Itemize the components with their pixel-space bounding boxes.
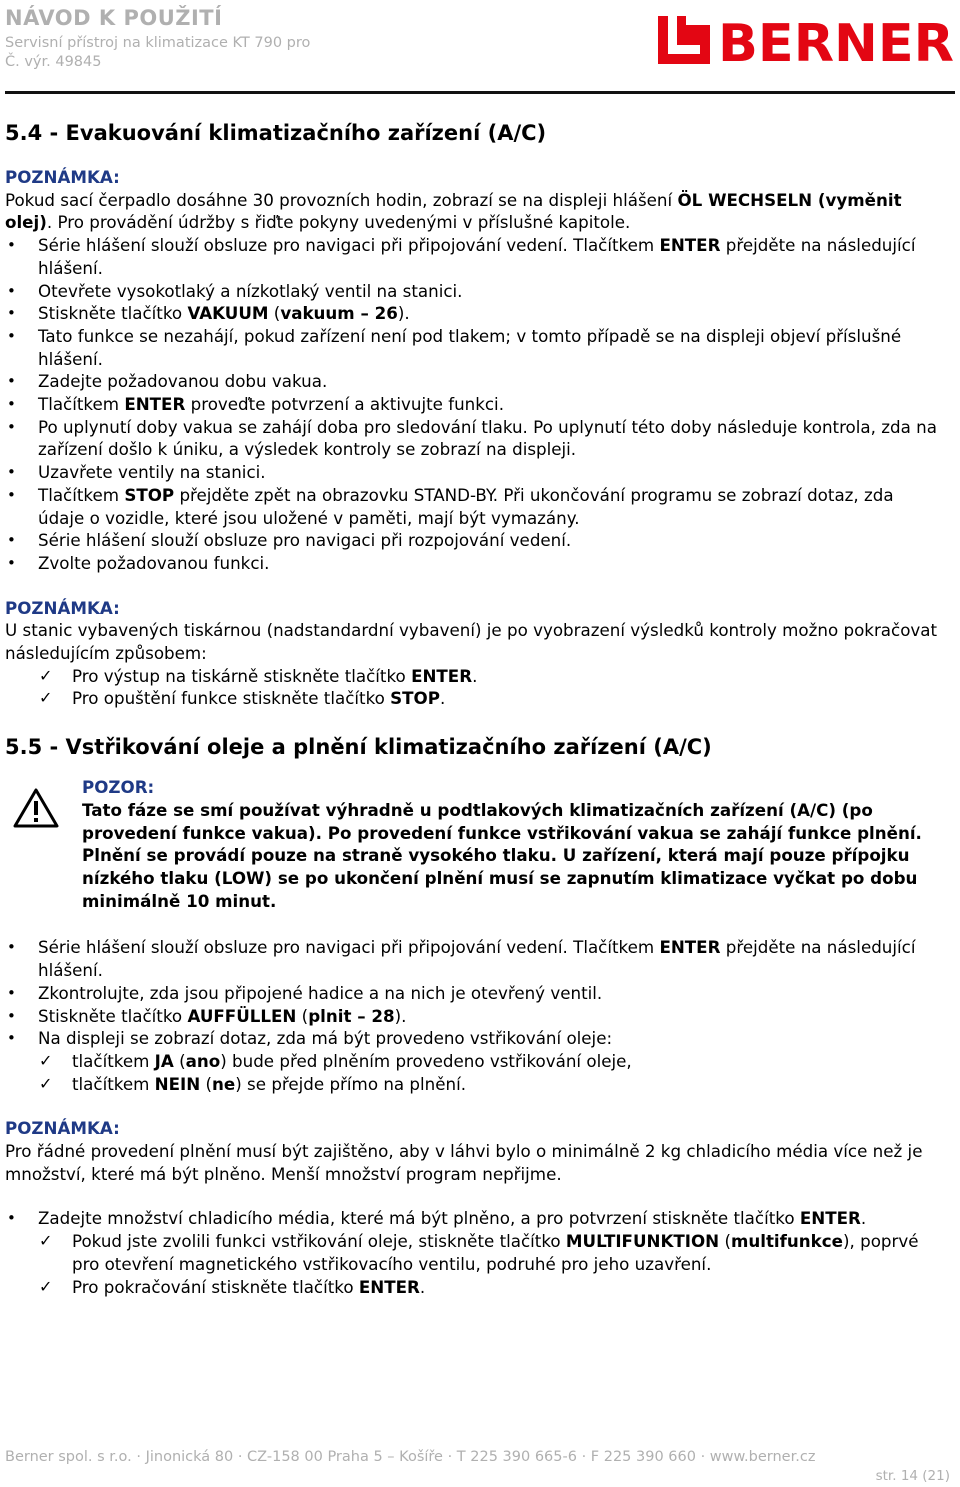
note-label: POZNÁMKA:	[5, 1118, 120, 1139]
list-item: • Tato funkce se nezahájí, pokud zařízení není pod tlakem; v tomto případě se na displeji objeví příslušné hlášení.	[5, 325, 940, 370]
warning-box	[5, 776, 940, 912]
filling-steps	[5, 936, 940, 1050]
logo-wordmark: BERNER	[718, 14, 954, 66]
berner-logo	[658, 14, 956, 66]
list-item: • Stiskněte tlačítko VAKUUM (vakuum – 26).	[5, 302, 940, 325]
warning-text: Plnění se provádí pouze na straně vysokého tlaku. U zařízení, která mají pouze přípojku nízkého tlaku (LOW) se po ukončení plnění musí se zapnutím klimatizace vyčkat po dobu minimálně 10 minut.	[82, 845, 918, 911]
list-item: • Stiskněte tlačítko AUFFÜLLEN (plnit – 28).	[5, 1005, 940, 1028]
page-number: str. 14 (21)	[875, 1468, 950, 1484]
note-label: POZNÁMKA:	[5, 167, 120, 187]
list-item: ✓ tlačítkem NEIN (ne) se přejde přímo na plnění.	[39, 1073, 467, 1094]
warning-triangle-icon	[13, 788, 59, 828]
list-item: • Zadejte množství chladicího média, které má být plněno, a pro potvrzení stiskněte tlačítko ENTER.	[5, 1207, 940, 1230]
section-5-4-heading: 5.4 - Evakuování klimatizačního zařízení (A/C)	[5, 121, 547, 145]
list-item: ✓ Pro pokračování stiskněte tlačítko ENTER.	[39, 1276, 426, 1297]
warning-text: Tato fáze se smí používat výhradně u podtlakových klimatizačních zařízení (A/C) (po provedení funkce vakua). Po provedení funkce vstřikování vakua se zahájí funkce plnění.	[82, 799, 922, 843]
oil-injection-options	[5, 1050, 940, 1095]
checkmark-icon: ✓	[39, 1276, 53, 1296]
list-item: • Série hlášení slouží obsluze pro navigaci při rozpojování vedení.	[5, 529, 940, 552]
list-item: • Série hlášení slouží obsluze pro navigaci při připojování vedení. Tlačítkem ENTER přejděte na následující hlášení.	[5, 234, 940, 279]
list-item: ✓ Pro opuštění funkce stiskněte tlačítko STOP.	[39, 688, 446, 709]
document-subtitle: Servisní přístroj na klimatizace KT 790 pro	[5, 35, 311, 51]
list-item: ✓ Pro výstup na tiskárně stiskněte tlačítko ENTER.	[39, 665, 478, 686]
checkmark-icon: ✓	[39, 1050, 53, 1070]
checkmark-icon: ✓	[39, 1231, 53, 1251]
list-item: • Tlačítkem ENTER proveďte potvrzení a aktivujte funkci.	[5, 393, 940, 416]
list-item: ✓ Pokud jste zvolili funkci vstřikování oleje, stiskněte tlačítko MULTIFUNKTION (multifunkce), poprvé pro otevření magnetického vstřikovacího ventilu, podruhé pro jeho uzavření.	[39, 1231, 919, 1274]
note-text: U stanic vybavených tiskárnou (nadstandardní vybavení) je po vyobrazení výsledků kontroly možno pokračovat následujícím způsobem:	[5, 620, 938, 664]
list-item: • Na displeji se zobrazí dotaz, zda má být provedeno vstřikování oleje:	[5, 1027, 940, 1050]
page-content	[5, 100, 940, 1298]
warning-label: POZOR:	[82, 777, 155, 798]
injection-steps	[5, 1230, 940, 1298]
page-header	[0, 0, 960, 96]
quantity-steps	[5, 1207, 940, 1230]
list-item: • Otevřete vysokotlaký a nízkotlaký ventil na stanici.	[5, 280, 940, 303]
list-item: • Série hlášení slouží obsluze pro navigaci při připojování vedení. Tlačítkem ENTER přejděte na následující hlášení.	[5, 936, 940, 981]
product-number: Č. výr. 49845	[5, 54, 102, 70]
printer-options	[5, 665, 940, 710]
list-item: • Uzavřete ventily na stanici.	[5, 461, 940, 484]
list-item: • Zkontrolujte, zda jsou připojené hadice a na nich je otevřený ventil.	[5, 982, 940, 1005]
note-text: Pro řádné provedení plnění musí být zajištěno, aby v láhvi bylo o minimálně 2 kg chladicího média více než je množství, které má být plněno. Menší množství program nepřijme.	[5, 1141, 923, 1184]
checkmark-icon: ✓	[39, 688, 53, 708]
list-item: • Zvolte požadovanou funkci.	[5, 552, 940, 575]
list-item: • Po uplynutí doby vakua se zahájí doba pro sledování tlaku. Po uplynutí této doby následuje kontrola, zda na zařízení došlo k úniku, a výsledek kontroly se zobrazí na displeji.	[5, 416, 940, 461]
document-title: NÁVOD K POUŽITÍ	[5, 6, 223, 30]
evacuation-steps	[5, 234, 940, 575]
checkmark-icon: ✓	[39, 1073, 53, 1093]
list-item: • Tlačítkem STOP přejděte zpět na obrazovku STAND-BY. Při ukončování programu se zobrazí dotaz, zda údaje o vozidle, které jsou uložené v paměti, mají být vymazány.	[5, 484, 940, 529]
header-divider	[5, 91, 955, 94]
list-item: ✓ tlačítkem JA (ano) bude před plněním provedeno vstřikování oleje,	[39, 1050, 632, 1071]
note-text: Pokud sací čerpadlo dosáhne 30 provozních hodin, zobrazí se na displeji hlášení ÖL WECHSELN (vyměnit olej). Pro provádění údržby s řiďte pokyny uvedenými v příslušné kapitole.	[5, 189, 902, 233]
note-label: POZNÁMKA:	[5, 597, 120, 618]
checkmark-icon: ✓	[39, 665, 53, 685]
page-footer: Berner spol. s r.o. · Jinonická 80 · CZ-158 00 Praha 5 – Košíře · T 225 390 665-6 · F 225 390 660 · www.berner.cz	[5, 1449, 816, 1465]
list-item: • Zadejte požadovanou dobu vakua.	[5, 370, 940, 393]
section-5-5-heading: 5.5 - Vstřikování oleje a plnění klimatizačního zařízení (A/C)	[5, 735, 712, 760]
